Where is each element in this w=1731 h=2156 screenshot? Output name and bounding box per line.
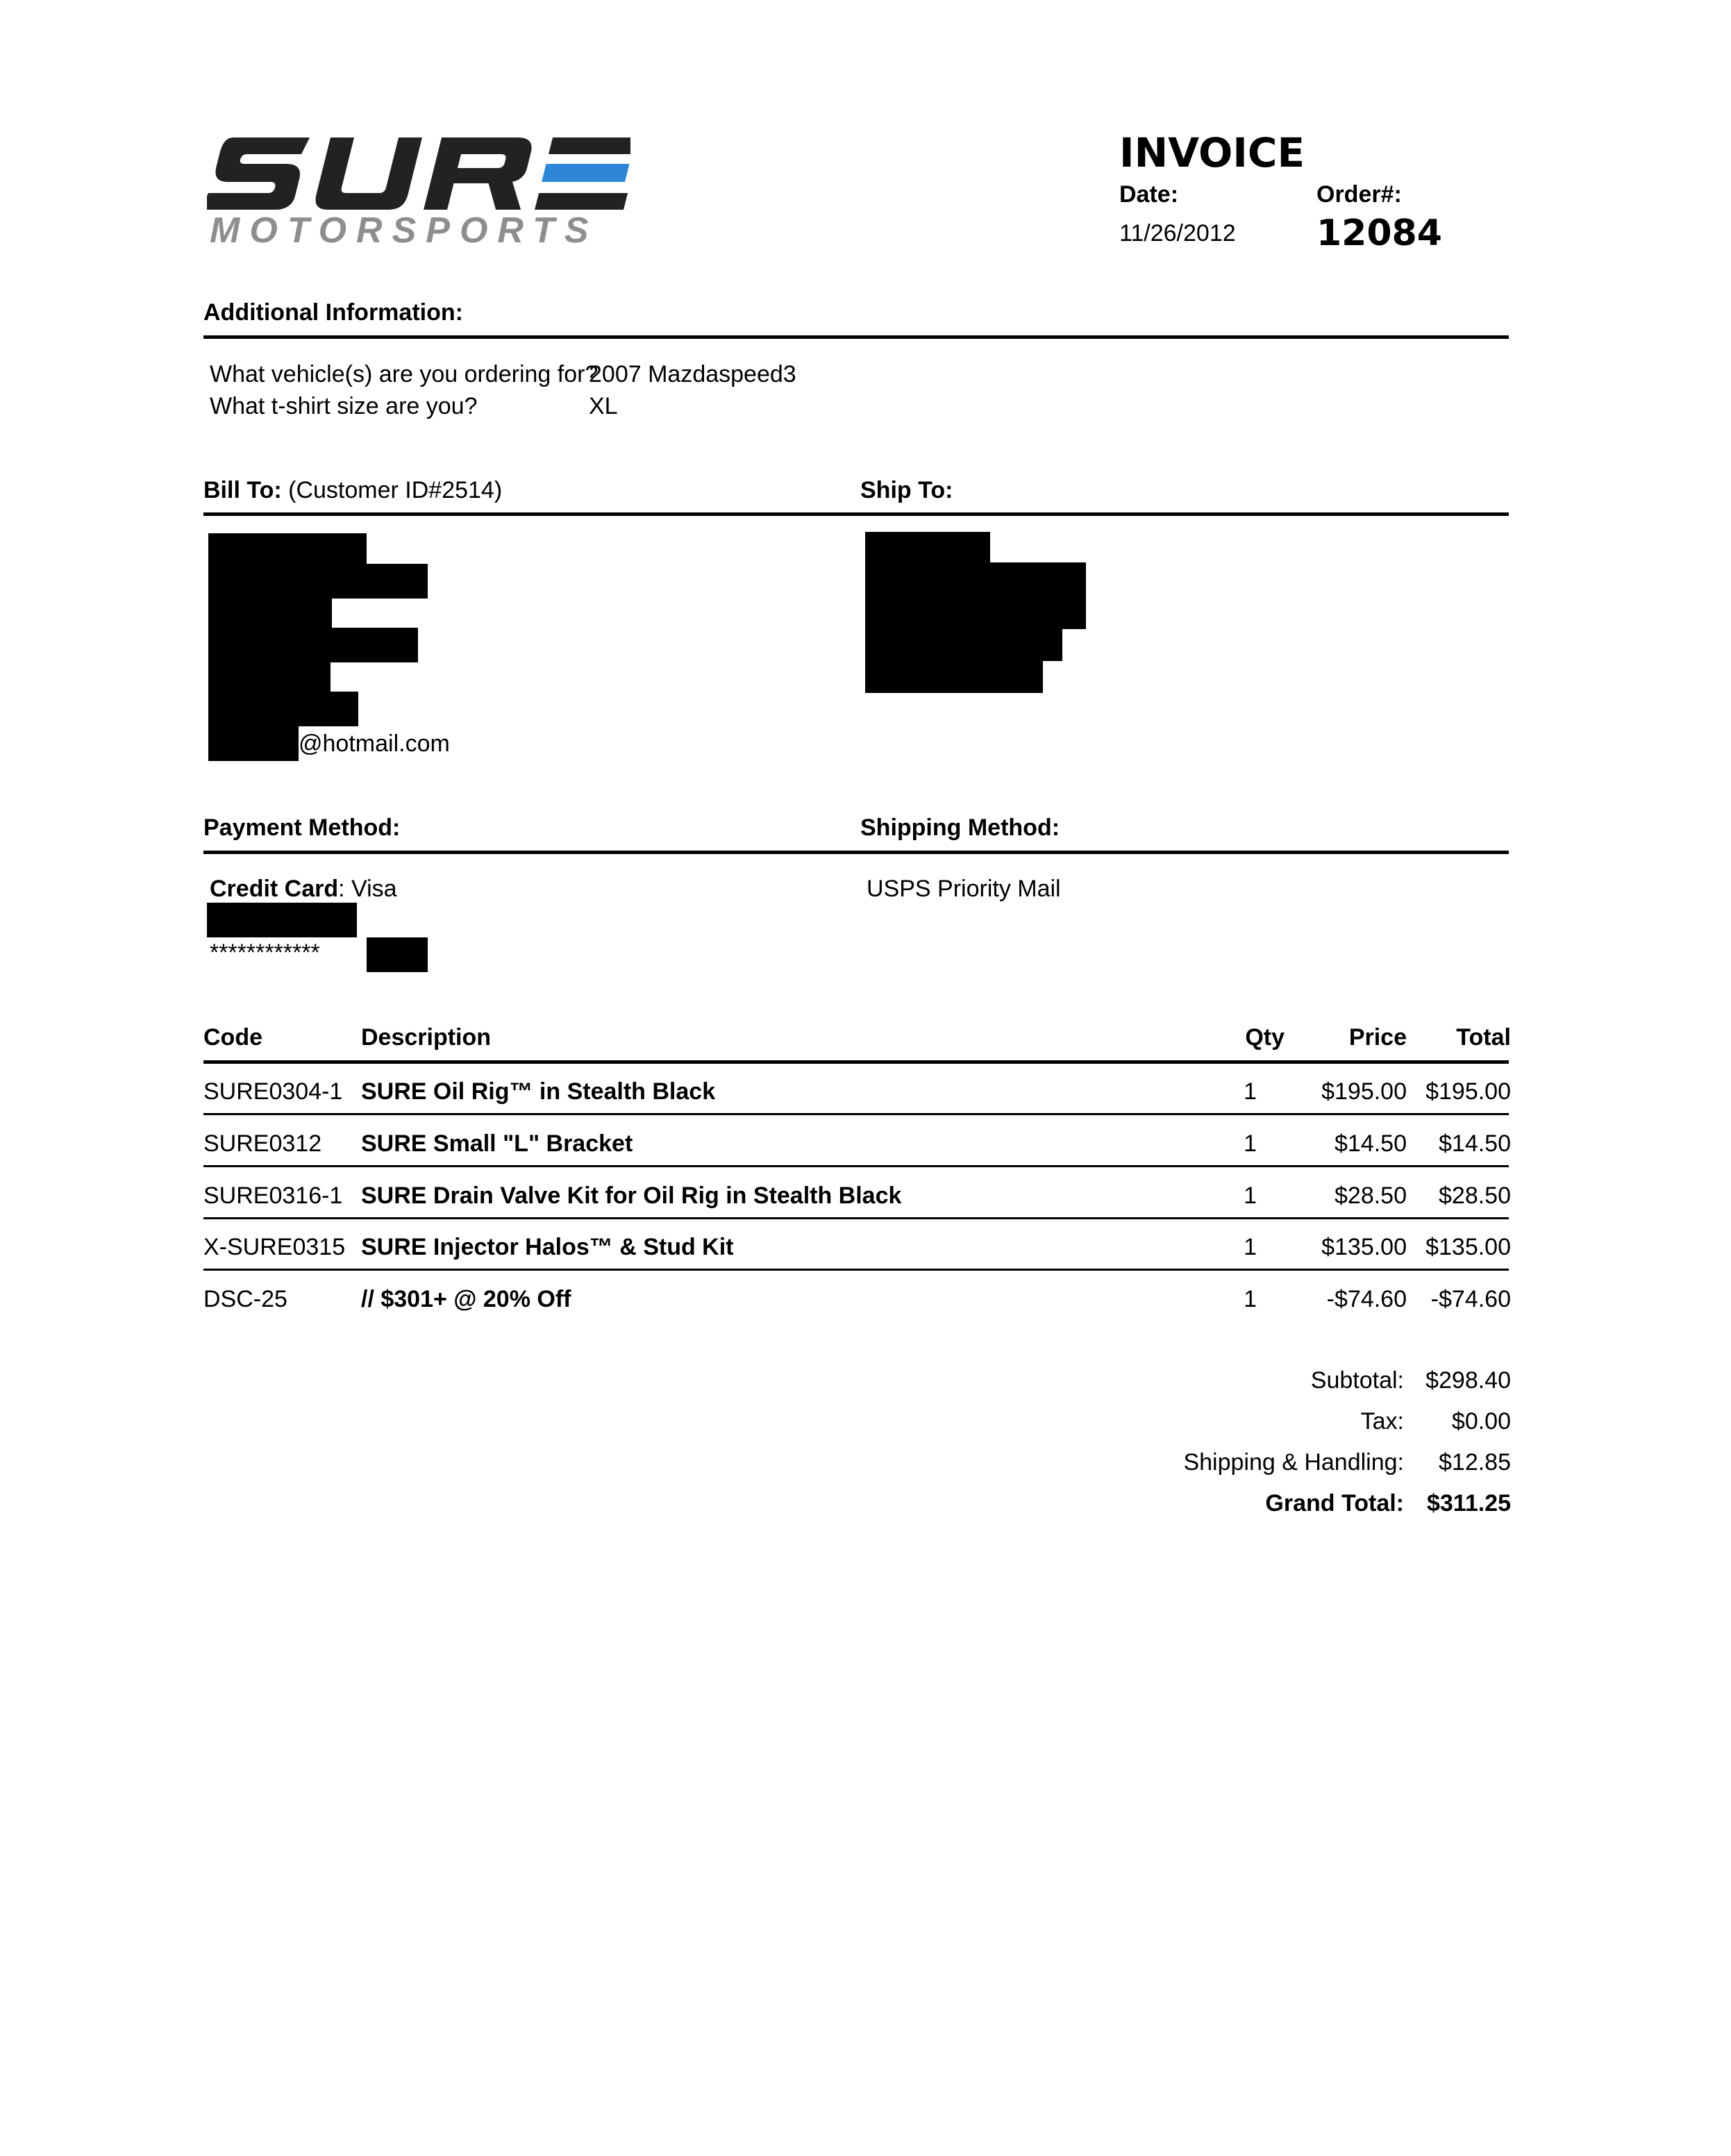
item-price: $28.50 [1335,1183,1407,1209]
item-price: $14.50 [1335,1130,1407,1157]
redaction-block [865,626,1062,661]
tshirt-answer: XL [589,393,618,419]
item-code: DSC-25 [203,1286,287,1312]
logo-letter-e-mid [542,164,629,182]
row-divider [203,1217,1509,1219]
redaction-block [208,692,358,726]
col-header-description: Description [361,1024,492,1051]
bill-to-heading [203,476,502,504]
customer-id: (Customer ID#2514) [288,477,503,503]
shipping-handling-label: Shipping & Handling: [1183,1449,1404,1476]
redaction-block [865,658,1043,693]
tax-label: Tax: [1360,1408,1404,1435]
col-header-qty: Qty [1245,1024,1285,1051]
item-description: SURE Drain Valve Kit for Oil Rig in Stealth Black [361,1183,902,1209]
order-number: 12084 [1316,212,1442,254]
logo-subtitle: MOTORSPORTS [210,210,599,251]
redaction-block [208,597,332,629]
item-description: SURE Injector Halos™ & Stud Kit [361,1234,734,1260]
item-description: SURE Oil Rig™ in Stealth Black [361,1078,716,1105]
item-qty: 1 [1244,1286,1257,1312]
credit-card-label: Credit Card [210,876,339,902]
item-qty: 1 [1244,1234,1257,1260]
ship-to-heading: Ship To: [860,477,953,503]
redaction-block [865,532,990,565]
credit-card-line [210,875,397,903]
subtotal-value: $298.40 [1425,1367,1511,1394]
logo-letter-s [207,137,310,210]
vehicle-answer: 2007 Mazdaspeed3 [589,361,796,387]
shipping-handling-value: $12.85 [1439,1449,1511,1476]
payment-method-heading: Payment Method: [203,814,401,841]
item-description: SURE Small "L" Bracket [361,1130,633,1157]
item-total: $135.00 [1425,1234,1511,1260]
col-header-price: Price [1348,1024,1407,1051]
section-divider [203,335,1509,339]
logo-letter-u [312,137,422,210]
item-total: -$74.60 [1430,1286,1511,1312]
col-header-total: Total [1456,1024,1511,1051]
item-total: $195.00 [1425,1078,1511,1105]
grand-total-value: $311.25 [1426,1490,1511,1516]
redaction-block [208,661,331,694]
col-header-code: Code [203,1024,262,1051]
row-divider [203,1113,1509,1115]
item-total: $28.50 [1439,1183,1511,1209]
redaction-block [367,937,428,972]
row-divider [203,1269,1509,1271]
redaction-block [207,903,357,937]
item-price: -$74.60 [1326,1286,1407,1312]
item-price: $195.00 [1321,1078,1407,1105]
item-price: $135.00 [1321,1234,1407,1260]
item-code: SURE0316-1 [203,1183,343,1209]
item-qty: 1 [1244,1078,1257,1105]
logo-letter-r [424,137,539,210]
redaction-block [208,564,428,599]
item-code: SURE0312 [203,1130,322,1157]
redaction-block [208,726,299,761]
invoice-title: INVOICE [1119,129,1305,176]
item-description: // $301+ @ 20% Off [361,1286,571,1312]
item-code: X-SURE0315 [203,1234,346,1260]
bill-to-label: Bill To: [203,477,282,503]
item-total: $14.50 [1439,1130,1511,1157]
item-code: SURE0304-1 [203,1078,343,1105]
shipping-method-value: USPS Priority Mail [867,876,1061,902]
item-qty: 1 [1244,1130,1257,1157]
order-label: Order#: [1316,181,1402,208]
logo-letter-e-top [549,137,630,154]
grand-total-label: Grand Total: [1265,1490,1404,1516]
subtotal-label: Subtotal: [1310,1367,1404,1394]
card-type: : Visa [338,876,397,902]
additional-info-heading: Additional Information: [203,299,463,326]
row-divider [203,1165,1509,1167]
redaction-block [865,562,1086,629]
logo-letter-e-bottom [535,193,628,210]
tshirt-question: What t-shirt size are you? [210,393,478,419]
redaction-block [208,628,418,662]
section-divider [203,512,1509,516]
vehicle-question: What vehicle(s) are you ordering for? [210,361,599,387]
date-value: 11/26/2012 [1119,220,1236,246]
company-logo [207,132,630,215]
section-divider [203,851,1509,854]
email-suffix: @hotmail.com [299,730,450,757]
redaction-block [208,533,367,565]
table-header-divider [203,1060,1509,1064]
item-qty: 1 [1244,1183,1257,1209]
masked-card-number: ************ [210,939,320,966]
shipping-method-heading: Shipping Method: [860,814,1060,841]
tax-value: $0.00 [1451,1408,1511,1435]
date-label: Date: [1119,181,1179,208]
